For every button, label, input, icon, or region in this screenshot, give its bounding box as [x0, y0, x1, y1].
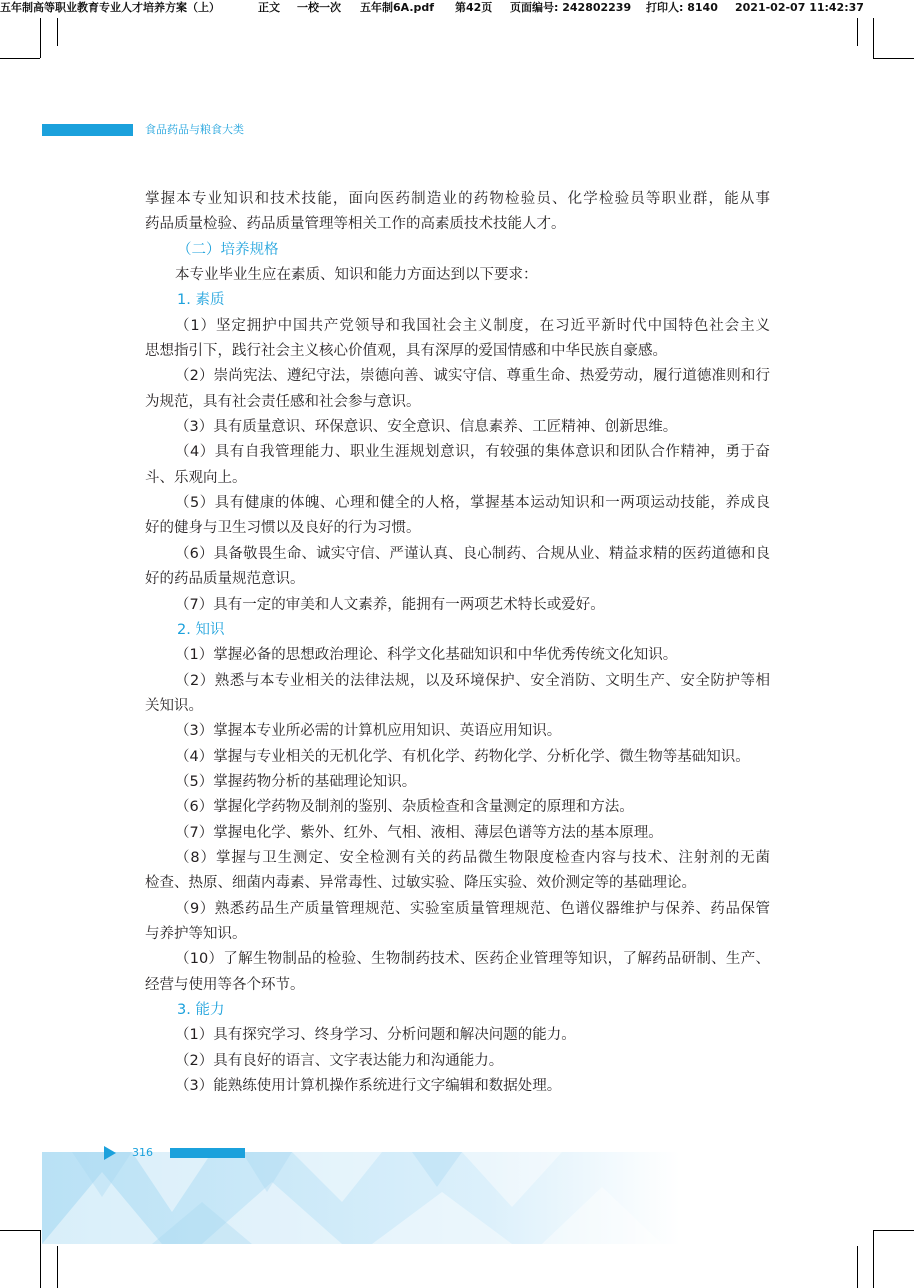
crop-mark — [873, 1230, 874, 1288]
text-line: （3）具有质量意识、环保意识、安全意识、信息素养、工匠精神、创新思维。 — [175, 419, 678, 436]
text-line: 为规范，具有社会责任感和社会参与意识。 — [145, 393, 421, 410]
text-line: （6）具备敬畏生命、诚实守信、严谨认真、良心制药、合规从业、精益求精的医药道德和良 — [175, 545, 770, 562]
page-number: 316 — [132, 1146, 153, 1159]
crop-mark — [40, 18, 41, 58]
text-line: （9）熟悉药品生产质量管理规范、实验室质量管理规范、色谱仪器维护与保养、药品保管 — [175, 900, 770, 917]
text-line: （2）熟悉与本专业相关的法律法规，以及环境保护、安全消防、文明生产、安全防护等相 — [175, 672, 770, 689]
print-datetime: 2021-02-07 11:42:37 — [735, 1, 864, 14]
crop-mark — [873, 58, 914, 59]
text-line: （5）具有健康的体魄、心理和健全的人格，掌握基本运动知识和一两项运动技能，养成良 — [175, 495, 770, 512]
page-number-bar — [170, 1148, 245, 1158]
crop-mark — [873, 18, 874, 58]
text-line: （3）掌握本专业所必需的计算机应用知识、英语应用知识。 — [175, 723, 562, 740]
text-line: 斗、乐观向上。 — [145, 469, 247, 486]
text-line: （1）具有探究学习、终身学习、分析问题和解决问题的能力。 — [175, 1027, 576, 1044]
text-line: （1）掌握必备的思想政治理论、科学文化基础知识和中华优秀传统文化知识。 — [175, 647, 678, 664]
print-file: 五年制6A.pdf — [360, 1, 435, 14]
text-line: （5）掌握药物分析的基础理论知识。 — [175, 773, 417, 790]
footer-pattern — [42, 1152, 680, 1244]
text-line: （7）具有一定的审美和人文素养，能拥有一两项艺术特长或爱好。 — [175, 596, 605, 613]
page-marker-icon — [104, 1146, 116, 1160]
text-line: 好的健身与卫生习惯以及良好的行为习惯。 — [145, 520, 421, 537]
print-proof: 一校一次 — [297, 1, 341, 14]
text-line: （7）掌握电化学、紫外、红外、气相、液相、薄层色谱等方法的基本原理。 — [175, 824, 663, 841]
subsection-heading: 2. 知识 — [177, 621, 225, 638]
crop-mark — [857, 1246, 858, 1288]
crop-mark — [40, 1230, 41, 1288]
crop-mark — [0, 1230, 40, 1231]
text-line: （2）崇尚宪法、遵纪守法，崇德向善、诚实守信、尊重生命、热爱劳动，履行道德准则和行 — [175, 368, 770, 385]
text-line: （3）能熟练使用计算机操作系统进行文字编辑和数据处理。 — [175, 1078, 562, 1095]
crop-mark — [857, 18, 858, 46]
text-line: （4）具有自我管理能力、职业生涯规划意识，有较强的集体意识和团队合作精神，勇于奋 — [175, 444, 770, 461]
print-section: 正文 — [258, 1, 280, 14]
body-text — [145, 187, 770, 1099]
crop-mark — [0, 58, 40, 59]
text-line: 掌握本专业知识和技术技能，面向医药制造业的药物检验员、化学检验员等职业群，能从事 — [145, 191, 770, 207]
text-line: 本专业毕业生应在素质、知识和能力方面达到以下要求： — [175, 267, 538, 284]
text-line: （6）掌握化学药物及制剂的鉴别、杂质检查和含量测定的原理和方法。 — [175, 799, 634, 816]
subsection-heading: 1. 素质 — [177, 292, 225, 309]
crop-mark — [57, 1246, 58, 1288]
crop-mark — [57, 18, 58, 46]
crop-mark — [873, 1230, 914, 1231]
text-line: 好的药品质量规范意识。 — [145, 571, 305, 588]
running-head: 食品药品与粮食大类 — [145, 123, 244, 136]
text-line: 检查、热原、细菌内毒素、异常毒性、过敏实验、降压实验、效价测定等的基础理论。 — [145, 875, 696, 892]
print-page-id: 页面编号: 242802239 — [510, 1, 632, 14]
text-line: 关知识。 — [145, 697, 203, 714]
section-heading: （二）培养规格 — [177, 241, 279, 258]
print-doc-title: 五年制高等职业教育专业人才培养方案（上） — [0, 1, 220, 14]
text-line: 药品质量检验、药品质量管理等相关工作的高素质技术技能人才。 — [145, 216, 566, 233]
text-line: （8）掌握与卫生测定、安全检测有关的药品微生物限度检查内容与技术、注射剂的无菌 — [175, 849, 770, 866]
print-printer: 打印人: 8140 — [646, 1, 718, 14]
text-line: （1）坚定拥护中国共产党领导和我国社会主义制度，在习近平新时代中国特色社会主义 — [175, 317, 770, 334]
text-line: （10）了解生物制品的检验、生物制药技术、医药企业管理等知识，了解药品研制、生产、 — [175, 951, 770, 968]
text-line: （4）掌握与专业相关的无机化学、有机化学、药物化学、分析化学、微生物等基础知识。 — [175, 748, 750, 765]
running-head-bar — [42, 124, 133, 136]
text-line: 经营与使用等各个环节。 — [145, 976, 305, 993]
print-page: 第42页 — [455, 1, 493, 14]
text-line: 与养护等知识。 — [145, 925, 247, 942]
subsection-heading: 3. 能力 — [177, 1002, 225, 1018]
text-line: 思想指引下，践行社会主义核心价值观，具有深厚的爱国情感和中华民族自豪感。 — [145, 343, 667, 360]
text-line: （2）具有良好的语言、文字表达能力和沟通能力。 — [175, 1052, 504, 1069]
